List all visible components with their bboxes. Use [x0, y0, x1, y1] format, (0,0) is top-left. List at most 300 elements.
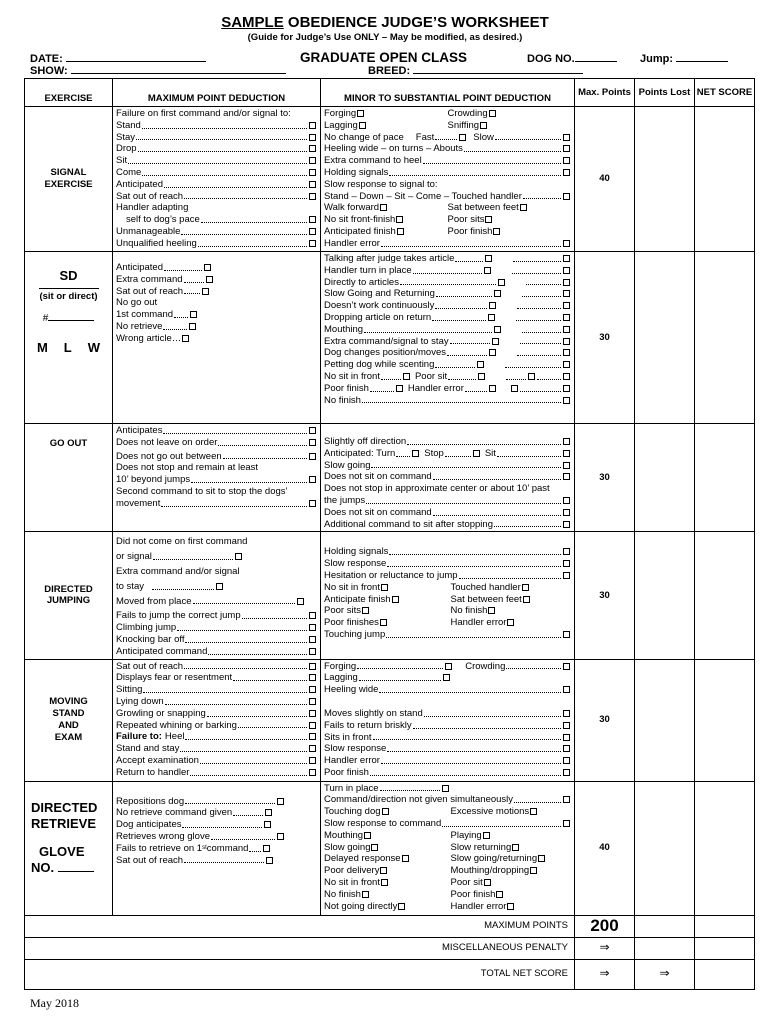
checkbox[interactable] [563, 438, 570, 445]
checkbox[interactable] [484, 879, 491, 886]
checkbox[interactable] [309, 181, 316, 188]
dot-leader [494, 519, 561, 528]
goout-max-deductions [113, 424, 321, 532]
dot-leader [517, 300, 561, 309]
retrieve-net-score[interactable] [695, 781, 755, 915]
dot-leader [249, 843, 261, 852]
dot-leader [357, 661, 443, 670]
item-label: the jumps [324, 494, 366, 506]
list-item [116, 843, 317, 855]
dot-leader [174, 309, 188, 318]
checkbox[interactable] [309, 710, 316, 717]
list-item [116, 767, 317, 779]
item-label: Poor delivery [324, 865, 380, 877]
checkbox[interactable] [563, 796, 570, 803]
checkbox[interactable] [380, 619, 387, 626]
total-points-lost[interactable] [635, 915, 695, 937]
total-net-score-value[interactable] [695, 959, 755, 989]
checkbox[interactable] [445, 663, 452, 670]
list-item [324, 605, 571, 617]
list-item [324, 395, 571, 407]
list-item [116, 333, 317, 345]
checkbox[interactable] [216, 583, 223, 590]
item-label: Walk forward [324, 202, 380, 214]
list-item [324, 132, 571, 144]
list-item [324, 265, 571, 277]
item-label: Unqualified heeling [116, 237, 197, 249]
checkbox[interactable] [380, 867, 387, 874]
moving-exercise-name [25, 659, 113, 781]
checkbox[interactable] [442, 785, 449, 792]
checkbox[interactable] [309, 476, 316, 483]
list-item [116, 167, 317, 179]
checkbox[interactable] [563, 722, 570, 729]
checkbox[interactable] [493, 228, 500, 235]
jump-label: Jump: [640, 53, 673, 65]
jumping-name-1: DIRECTED [44, 583, 93, 595]
checkbox[interactable] [512, 844, 519, 851]
checkbox[interactable] [563, 462, 570, 469]
item-label: Mouthing/dropping [450, 865, 530, 877]
list-item [324, 546, 571, 558]
class-title: GRADUATE OPEN CLASS [300, 50, 468, 65]
checkbox[interactable] [530, 867, 537, 874]
checkbox[interactable] [309, 686, 316, 693]
moving-name-4: EXAM [54, 731, 83, 743]
checkbox[interactable] [563, 169, 570, 176]
checkbox[interactable] [485, 216, 492, 223]
checkbox[interactable] [477, 361, 484, 368]
checkbox[interactable] [190, 311, 197, 318]
moving-net-score[interactable] [695, 659, 755, 781]
net-arrow-1: ⇒ [575, 959, 635, 989]
checkbox[interactable] [309, 453, 316, 460]
checkbox[interactable] [182, 335, 189, 342]
dot-leader [163, 321, 187, 330]
checkbox[interactable] [265, 809, 272, 816]
dot-leader [516, 312, 561, 321]
checkbox[interactable] [489, 385, 496, 392]
checkbox[interactable] [362, 891, 369, 898]
list-item [324, 214, 571, 226]
list-item [324, 783, 571, 795]
misc-penalty-net[interactable] [695, 937, 755, 959]
checkbox[interactable] [563, 349, 570, 356]
checkbox[interactable] [309, 733, 316, 740]
list-item [324, 167, 571, 179]
checkbox[interactable] [492, 338, 499, 345]
list-item [324, 558, 571, 570]
checkbox[interactable] [488, 607, 495, 614]
item-label: No sit in front [324, 581, 380, 593]
checkbox[interactable] [359, 122, 366, 129]
checkbox[interactable] [563, 757, 570, 764]
checkbox[interactable] [396, 216, 403, 223]
checkbox[interactable] [563, 734, 570, 741]
item-label: Sat out of reach [116, 285, 184, 297]
checkbox[interactable] [563, 397, 570, 404]
item-label: Not going directly [324, 900, 398, 912]
checkbox[interactable] [309, 240, 316, 247]
signal-points-lost[interactable] [635, 107, 695, 252]
checkbox[interactable] [309, 228, 316, 235]
signal-minor-deductions [321, 107, 575, 252]
dot-leader [495, 132, 561, 141]
checkbox[interactable] [309, 757, 316, 764]
dot-leader [522, 288, 561, 297]
dot-leader [185, 731, 307, 740]
checkbox[interactable] [309, 745, 316, 752]
checkbox[interactable] [382, 808, 389, 815]
signal-name-1: SIGNAL [50, 167, 87, 179]
checkbox[interactable] [381, 879, 388, 886]
item-label: to stay [116, 580, 144, 592]
sd-subtitle: (sit or direct) [39, 290, 98, 302]
checkbox[interactable] [309, 722, 316, 729]
goout-points-lost[interactable] [635, 424, 695, 532]
item-label: Extra command/signal to stay [324, 335, 449, 347]
list-item [324, 179, 571, 191]
goout-minor-deductions [321, 424, 575, 532]
checkbox[interactable] [398, 903, 405, 910]
checkbox[interactable] [264, 821, 271, 828]
dot-leader [142, 167, 307, 176]
retrieve-name-2: RETRIEVE [31, 815, 97, 831]
list-item [116, 108, 317, 120]
checkbox[interactable] [309, 663, 316, 670]
checkbox[interactable] [563, 267, 570, 274]
checkbox[interactable] [563, 450, 570, 457]
checkbox[interactable] [402, 855, 409, 862]
checkbox[interactable] [483, 832, 490, 839]
item-label: Does not sit on command [324, 506, 432, 518]
checkbox[interactable] [494, 326, 501, 333]
checkbox[interactable] [412, 450, 419, 457]
dot-leader [371, 460, 561, 469]
checkbox[interactable] [563, 560, 570, 567]
checkbox[interactable] [507, 619, 514, 626]
item-label: Poor finish [450, 888, 496, 900]
dot-leader [387, 743, 561, 752]
dot-leader [373, 732, 561, 741]
list-item [324, 732, 571, 744]
checkbox[interactable] [520, 204, 527, 211]
list-item [324, 865, 571, 877]
checkbox[interactable] [489, 349, 496, 356]
checkbox[interactable] [309, 500, 316, 507]
item-label: command [206, 842, 249, 854]
checkbox[interactable] [309, 674, 316, 681]
checkbox[interactable] [563, 663, 570, 670]
checkbox[interactable] [563, 134, 570, 141]
checkbox[interactable] [507, 903, 514, 910]
checkbox[interactable] [357, 110, 364, 117]
sd-divider [39, 288, 99, 289]
list-item [116, 143, 317, 155]
checkbox[interactable] [478, 373, 485, 380]
item-label: Does not stop and remain at least [116, 462, 259, 474]
show-field [30, 64, 286, 77]
checkbox[interactable] [488, 314, 495, 321]
checkbox[interactable] [489, 302, 496, 309]
show-line[interactable] [71, 64, 286, 74]
checkbox[interactable] [309, 122, 316, 129]
item-label: Lagging [324, 672, 358, 684]
list-item [116, 720, 317, 732]
checkbox[interactable] [563, 686, 570, 693]
checkbox[interactable] [563, 385, 570, 392]
checkbox[interactable] [528, 373, 535, 380]
list-item [324, 853, 571, 865]
dot-leader [184, 855, 264, 864]
item-label: Poor sit [414, 370, 448, 382]
dot-leader [435, 359, 475, 368]
checkbox[interactable] [563, 745, 570, 752]
item-label: Talking after judge takes article [324, 253, 455, 264]
item-label: Displays fear or resentment [116, 672, 233, 684]
dot-leader [184, 661, 307, 670]
checkbox[interactable] [563, 521, 570, 528]
list-item [324, 253, 571, 265]
checkbox[interactable] [202, 288, 209, 295]
checkbox[interactable] [263, 845, 270, 852]
checkbox[interactable] [443, 674, 450, 681]
dot-leader [242, 610, 307, 619]
checkbox[interactable] [563, 255, 570, 262]
checkbox[interactable] [309, 193, 316, 200]
checkbox[interactable] [563, 631, 570, 638]
checkbox[interactable] [309, 624, 316, 631]
goout-net-score[interactable] [695, 424, 755, 532]
glove-number-line[interactable] [58, 860, 94, 872]
checkbox[interactable] [235, 553, 242, 560]
checkbox[interactable] [309, 216, 316, 223]
jump-field [640, 52, 728, 65]
checkbox[interactable] [397, 228, 404, 235]
max-points-total: 200 [575, 915, 635, 937]
checkbox[interactable] [563, 572, 570, 579]
checkbox[interactable] [523, 596, 530, 603]
checkbox[interactable] [563, 302, 570, 309]
dot-leader [523, 191, 561, 200]
checkbox[interactable] [498, 279, 505, 286]
dot-leader [198, 238, 307, 247]
checkbox[interactable] [309, 769, 316, 776]
list-item [324, 300, 571, 312]
checkbox[interactable] [277, 833, 284, 840]
checkbox[interactable] [380, 204, 387, 211]
dot-leader [514, 794, 561, 803]
item-label: Does not leave on order [116, 436, 218, 448]
checkbox[interactable] [309, 427, 316, 434]
checkbox[interactable] [403, 373, 410, 380]
checkbox[interactable] [563, 373, 570, 380]
checkbox[interactable] [297, 598, 304, 605]
item-label: Handler adapting [116, 202, 189, 214]
moving-points-lost[interactable] [635, 659, 695, 781]
item-label: Slow [473, 131, 494, 143]
checkbox[interactable] [204, 264, 211, 271]
date-line[interactable] [66, 52, 206, 62]
item-label: Turn in place [324, 782, 379, 794]
item-label: Slow going [324, 459, 371, 471]
item-label: Slow going [324, 841, 371, 853]
item-label: Slow Going and Returning [324, 288, 435, 300]
list-item [116, 672, 317, 684]
checkbox[interactable] [309, 145, 316, 152]
signal-row [25, 107, 755, 252]
list-item [116, 274, 317, 286]
checkbox[interactable] [563, 509, 570, 516]
checkbox[interactable] [362, 607, 369, 614]
list-item [324, 483, 571, 495]
checkbox[interactable] [563, 145, 570, 152]
checkbox[interactable] [277, 798, 284, 805]
list-item [324, 238, 571, 250]
dot-leader [233, 807, 263, 816]
list-item [324, 661, 571, 673]
moving-name-3: AND [58, 720, 79, 732]
dot-leader [152, 581, 214, 590]
checkbox[interactable] [563, 769, 570, 776]
total-net[interactable] [695, 915, 755, 937]
checkbox[interactable] [563, 473, 570, 480]
checkbox[interactable] [494, 290, 501, 297]
item-label: Forging [324, 108, 357, 119]
dot-leader [447, 347, 487, 356]
list-item [116, 731, 317, 743]
item-label: Playing [450, 829, 482, 841]
checkbox[interactable] [489, 110, 496, 117]
jumping-points-lost[interactable] [635, 532, 695, 659]
checkbox[interactable] [563, 290, 570, 297]
signal-max-deductions [113, 107, 321, 252]
list-item [324, 830, 571, 842]
checkbox[interactable] [309, 636, 316, 643]
dot-leader [381, 755, 561, 764]
sd-exercise-cell [25, 252, 113, 424]
dog-no-line[interactable] [575, 52, 617, 62]
checkbox[interactable] [563, 279, 570, 286]
checkbox[interactable] [396, 385, 403, 392]
checkbox[interactable] [563, 548, 570, 555]
sd-net-score[interactable] [695, 252, 755, 424]
checkbox[interactable] [309, 698, 316, 705]
dot-leader [413, 265, 482, 274]
checkbox[interactable] [484, 267, 491, 274]
item-label: Poor finish [447, 225, 493, 237]
col-minor-deduction: MINOR TO SUBSTANTIAL POINT DEDUCTION [321, 79, 575, 107]
checkbox[interactable] [563, 361, 570, 368]
checkbox[interactable] [309, 134, 316, 141]
checkbox[interactable] [496, 891, 503, 898]
checkbox[interactable] [563, 710, 570, 717]
dot-leader [190, 767, 307, 776]
checkbox[interactable] [459, 134, 466, 141]
jumping-row [25, 532, 755, 659]
misc-penalty-value[interactable] [635, 937, 695, 959]
checkbox[interactable] [309, 157, 316, 164]
checkbox[interactable] [309, 169, 316, 176]
checkbox[interactable] [522, 584, 529, 591]
list-item [116, 474, 317, 486]
checkbox[interactable] [371, 844, 378, 851]
checkbox[interactable] [309, 648, 316, 655]
marker-m[interactable]: M [36, 340, 48, 356]
col-exercise: EXERCISE [25, 79, 113, 107]
list-item [116, 551, 317, 563]
checkbox[interactable] [473, 450, 480, 457]
dot-leader [517, 347, 561, 356]
checkbox[interactable] [309, 439, 316, 446]
list-item [324, 226, 571, 238]
jump-line[interactable] [676, 52, 728, 62]
marker-l[interactable]: L [63, 340, 72, 356]
checkbox[interactable] [563, 326, 570, 333]
checkbox[interactable] [563, 193, 570, 200]
dot-leader [432, 312, 486, 321]
list-item [324, 495, 571, 507]
checkbox[interactable] [563, 820, 570, 827]
list-item [324, 471, 571, 483]
retrieve-points-lost[interactable] [635, 781, 695, 915]
dot-leader [520, 336, 561, 345]
checkbox[interactable] [392, 596, 399, 603]
sd-max-points: 30 [575, 252, 635, 424]
checkbox[interactable] [485, 255, 492, 262]
item-label: Slightly off direction [324, 436, 407, 447]
marker-w[interactable]: W [87, 340, 100, 356]
checkbox[interactable] [563, 157, 570, 164]
checkbox[interactable] [530, 808, 537, 815]
list-item [116, 425, 317, 437]
item-label: Sat between feet [450, 593, 522, 605]
moving-minor-deductions [321, 659, 575, 781]
checkbox[interactable] [511, 385, 518, 392]
item-label: Mouthing [324, 829, 364, 841]
checkbox[interactable] [206, 276, 213, 283]
signal-max-points: 40 [575, 107, 635, 252]
item-label: Poor sit [450, 876, 483, 888]
sd-points-lost[interactable] [635, 252, 695, 424]
article-number-line[interactable] [48, 311, 94, 321]
checkbox[interactable] [266, 857, 273, 864]
checkbox[interactable] [309, 612, 316, 619]
checkbox[interactable] [364, 832, 371, 839]
jumping-net-score[interactable] [695, 532, 755, 659]
col-max-points: Max. Points [575, 79, 635, 107]
signal-name-2: EXERCISE [44, 179, 93, 190]
signal-net-score[interactable] [695, 107, 755, 252]
checkbox[interactable] [563, 497, 570, 504]
checkbox[interactable] [563, 240, 570, 247]
checkbox[interactable] [381, 584, 388, 591]
item-label: Heel [164, 731, 185, 743]
total-net-label: TOTAL NET SCORE [25, 959, 575, 989]
list-item [116, 486, 317, 498]
retrieve-row [25, 781, 755, 915]
breed-line[interactable] [413, 64, 583, 74]
item-label: Does not go out between [116, 450, 222, 462]
checkbox[interactable] [563, 314, 570, 321]
checkbox[interactable] [480, 122, 487, 129]
checkbox[interactable] [538, 855, 545, 862]
list-item [324, 288, 571, 300]
dot-leader [185, 634, 307, 643]
checkbox[interactable] [563, 338, 570, 345]
checkbox[interactable] [189, 323, 196, 330]
item-label: Anticipated: Turn [324, 447, 396, 459]
